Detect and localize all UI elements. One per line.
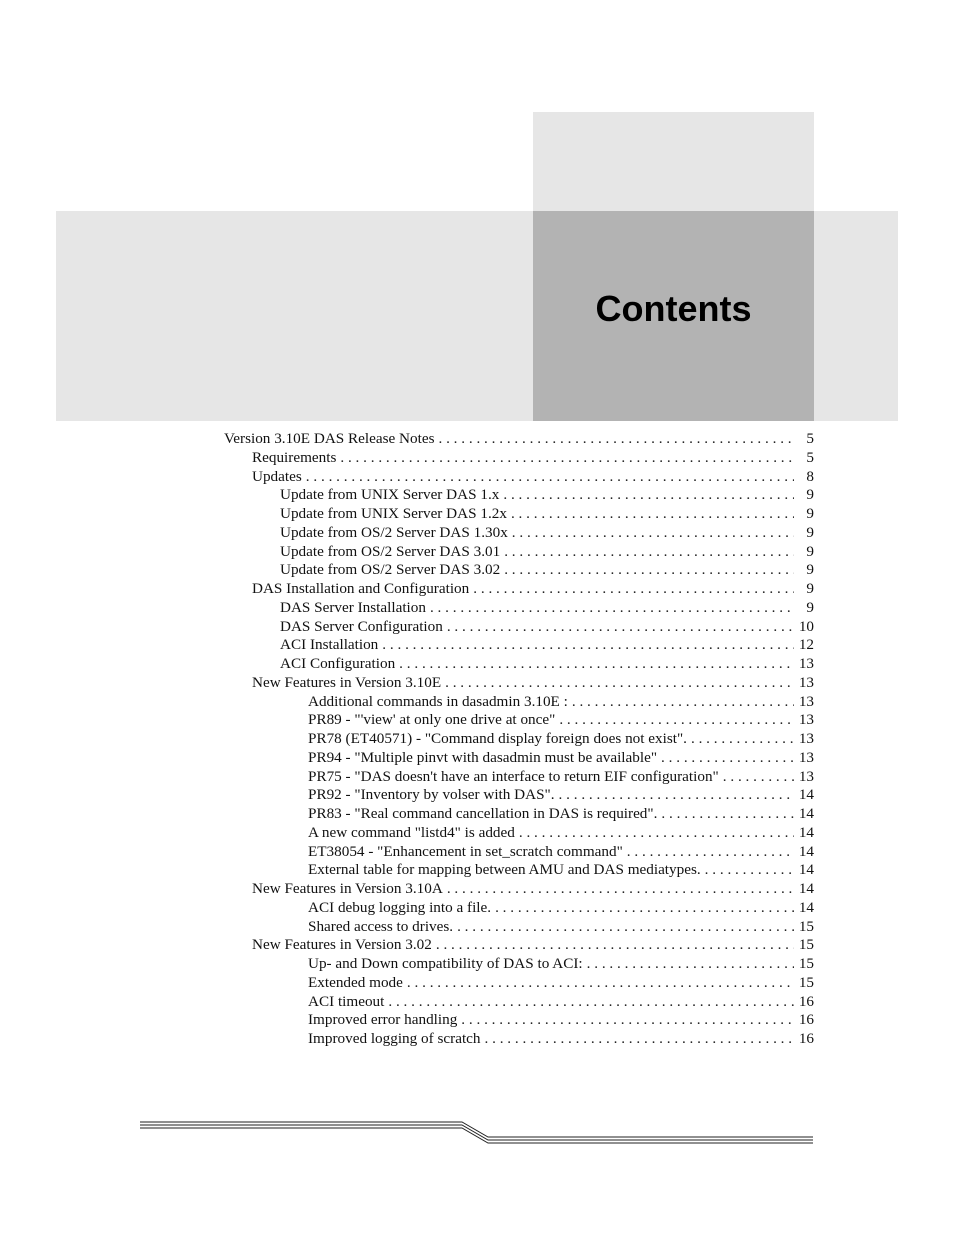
toc-entry[interactable] bbox=[280, 542, 814, 561]
toc-entry[interactable] bbox=[280, 617, 814, 636]
toc-page-number: 9 bbox=[806, 598, 814, 616]
toc-entry-label: Extended mode bbox=[308, 973, 403, 991]
toc-dot-leader bbox=[661, 748, 794, 767]
toc-page-number: 9 bbox=[806, 561, 814, 579]
toc-entry[interactable] bbox=[308, 767, 814, 786]
toc-entry-label: Shared access to drives. bbox=[308, 917, 454, 935]
toc-dot-leader bbox=[399, 654, 794, 673]
toc-entry-label: PR78 (ET40571) - "Command display foreign does not exist". bbox=[308, 730, 687, 747]
toc-dot-leader bbox=[503, 485, 794, 504]
toc-page-number: 15 bbox=[798, 955, 814, 972]
toc-page-number: 15 bbox=[798, 936, 814, 954]
toc-entry-label: Up- and Down compatibility of DAS to ACI: bbox=[308, 955, 583, 972]
toc-entry[interactable] bbox=[308, 842, 814, 861]
toc-page-number: 14 bbox=[798, 823, 814, 841]
header-band-top bbox=[533, 112, 814, 211]
toc-page-number: 14 bbox=[798, 842, 814, 860]
toc-entry-label: PR75 - "DAS doesn't have an interface to return EIF configuration" bbox=[308, 767, 719, 785]
toc-page-number: 13 bbox=[798, 673, 814, 691]
toc-entry[interactable] bbox=[308, 729, 814, 748]
toc-entry-label: DAS Server Installation bbox=[280, 598, 426, 616]
toc-entry[interactable] bbox=[308, 1010, 814, 1029]
toc-dot-leader bbox=[661, 804, 794, 823]
toc-entry[interactable] bbox=[224, 429, 814, 448]
toc-page-number: 13 bbox=[798, 692, 814, 710]
toc-entry-label: Updates bbox=[252, 467, 302, 485]
toc-entry-label: PR89 - "'view' at only one drive at once" bbox=[308, 711, 556, 729]
toc-entry-label: Update from OS/2 Server DAS 3.02 bbox=[280, 561, 501, 579]
toc-entry[interactable] bbox=[308, 823, 814, 842]
toc-entry-label: ACI Installation bbox=[280, 636, 379, 654]
footer-rule bbox=[0, 1115, 954, 1155]
toc-entry-label: External table for mapping between AMU and DAS mediatypes. bbox=[308, 861, 701, 879]
toc-entry[interactable] bbox=[308, 1029, 814, 1048]
toc-entry-label: ACI timeout bbox=[308, 992, 385, 1010]
toc-entry[interactable] bbox=[280, 560, 814, 579]
toc-dot-leader bbox=[504, 542, 794, 561]
toc-entry-label: Improved logging of scratch bbox=[308, 1030, 481, 1047]
toc-entry-label: Improved error handling bbox=[308, 1011, 458, 1029]
toc-page-number: 5 bbox=[806, 430, 814, 447]
toc-dot-leader bbox=[559, 785, 794, 804]
toc-dot-leader bbox=[519, 823, 794, 842]
toc-entry-label: New Features in Version 3.02 bbox=[252, 936, 432, 954]
toc-entry[interactable] bbox=[280, 485, 814, 504]
toc-dot-leader bbox=[447, 879, 794, 898]
toc-page-number: 5 bbox=[806, 448, 814, 466]
toc-page-number: 13 bbox=[798, 711, 814, 729]
toc-entry-label: Additional commands in dasadmin 3.10E : bbox=[308, 692, 568, 710]
toc-page-number: 15 bbox=[798, 973, 814, 991]
toc-page-number: 9 bbox=[806, 486, 814, 504]
toc-page-number: 14 bbox=[798, 861, 814, 879]
toc-page-number: 16 bbox=[798, 1030, 814, 1047]
toc-dot-leader bbox=[436, 935, 794, 954]
toc-entry-label: ET38054 - "Enhancement in set_scratch command" bbox=[308, 842, 623, 860]
toc-entry[interactable] bbox=[252, 467, 814, 486]
toc-page-number: 16 bbox=[798, 1011, 814, 1029]
toc-dot-leader bbox=[511, 504, 794, 523]
toc-dot-leader bbox=[485, 1029, 795, 1048]
toc-dot-leader bbox=[504, 560, 794, 579]
toc-entry[interactable] bbox=[252, 879, 814, 898]
toc-page-number: 8 bbox=[806, 467, 814, 485]
toc-entry-label: Update from OS/2 Server DAS 3.01 bbox=[280, 542, 501, 560]
toc-dot-leader bbox=[495, 898, 794, 917]
toc-dot-leader bbox=[430, 598, 794, 617]
toc-entry[interactable] bbox=[280, 635, 814, 654]
toc-entry[interactable] bbox=[252, 935, 814, 954]
toc-entry[interactable] bbox=[308, 992, 814, 1011]
toc-entry-label: Requirements bbox=[252, 448, 337, 466]
toc-page-number: 13 bbox=[798, 767, 814, 785]
toc-entry-label: PR83 - "Real command cancellation in DAS is required". bbox=[308, 805, 658, 822]
toc-entry-label: Version 3.10E DAS Release Notes bbox=[224, 430, 435, 447]
toc-page-number: 14 bbox=[798, 880, 814, 897]
toc-page-number: 16 bbox=[798, 992, 814, 1010]
toc-dot-leader bbox=[559, 710, 794, 729]
toc-dot-leader bbox=[340, 448, 794, 467]
toc-entry[interactable] bbox=[252, 448, 814, 467]
toc-dot-leader bbox=[587, 954, 794, 973]
toc-entry-label: Update from UNIX Server DAS 1.x bbox=[280, 486, 500, 504]
toc-page-number: 9 bbox=[806, 542, 814, 560]
toc-entry-label: Update from OS/2 Server DAS 1.30x bbox=[280, 523, 508, 541]
toc-dot-leader bbox=[512, 523, 794, 542]
toc-dot-leader bbox=[691, 729, 794, 748]
toc-entry[interactable] bbox=[252, 579, 814, 598]
toc-entry-label: New Features in Version 3.10A bbox=[252, 880, 443, 897]
toc-entry-label: DAS Installation and Configuration bbox=[252, 580, 470, 597]
toc-entry-label: DAS Server Configuration bbox=[280, 617, 443, 635]
toc-dot-leader bbox=[723, 767, 794, 786]
toc-page-number: 12 bbox=[798, 636, 814, 654]
toc-entry[interactable] bbox=[252, 673, 814, 692]
toc-entry[interactable] bbox=[280, 504, 814, 523]
toc-entry-label: PR94 - "Multiple pinvt with dasadmin must be available" bbox=[308, 748, 658, 766]
toc-entry[interactable] bbox=[308, 785, 814, 804]
toc-dot-leader bbox=[627, 842, 794, 861]
toc-entry-label: Update from UNIX Server DAS 1.2x bbox=[280, 505, 507, 522]
toc-page-number: 9 bbox=[806, 580, 814, 597]
toc-page-number: 13 bbox=[798, 730, 814, 747]
toc-page-number: 15 bbox=[798, 917, 814, 935]
toc-dot-leader bbox=[447, 617, 794, 636]
toc-entry[interactable] bbox=[280, 654, 814, 673]
toc-entry[interactable] bbox=[308, 898, 814, 917]
toc-dot-leader bbox=[407, 973, 794, 992]
toc-page-number: 9 bbox=[806, 505, 814, 522]
toc-entry[interactable] bbox=[308, 748, 814, 767]
toc-entry[interactable] bbox=[280, 523, 814, 542]
toc-entry[interactable] bbox=[308, 804, 814, 823]
toc-page-number: 14 bbox=[798, 898, 814, 916]
toc-entry-label: ACI Configuration bbox=[280, 655, 396, 672]
toc-dot-leader bbox=[461, 1010, 794, 1029]
toc-page-number: 13 bbox=[798, 655, 814, 672]
toc-entry[interactable] bbox=[308, 973, 814, 992]
toc-page-number: 10 bbox=[798, 617, 814, 635]
toc-entry[interactable] bbox=[308, 954, 814, 973]
toc-page-number: 14 bbox=[798, 786, 814, 804]
toc-entry[interactable] bbox=[308, 860, 814, 879]
toc-page-number: 13 bbox=[798, 748, 814, 766]
toc-entry[interactable] bbox=[308, 692, 814, 711]
toc-page-number: 9 bbox=[806, 523, 814, 541]
toc-page-number: 14 bbox=[798, 805, 814, 822]
toc-dot-leader bbox=[438, 429, 794, 448]
toc-dot-leader bbox=[382, 635, 794, 654]
toc-entry[interactable] bbox=[280, 598, 814, 617]
toc-dot-leader bbox=[705, 860, 794, 879]
toc-entry-label: New Features in Version 3.10E bbox=[252, 673, 442, 691]
toc-dot-leader bbox=[306, 467, 794, 486]
toc-dot-leader bbox=[457, 917, 794, 936]
toc-dot-leader bbox=[388, 992, 794, 1011]
toc-entry-label: ACI debug logging into a file. bbox=[308, 898, 492, 916]
toc-dot-leader bbox=[572, 692, 794, 711]
page-title: Contents bbox=[595, 288, 752, 329]
toc-entry[interactable] bbox=[308, 710, 814, 729]
toc-entry[interactable] bbox=[308, 917, 814, 936]
toc-dot-leader bbox=[473, 579, 794, 598]
toc-entry-label: A new command "listd4" is added bbox=[308, 823, 515, 841]
toc-dot-leader bbox=[445, 673, 794, 692]
toc-entry-label: PR92 - "Inventory by volser with DAS". bbox=[308, 786, 555, 804]
